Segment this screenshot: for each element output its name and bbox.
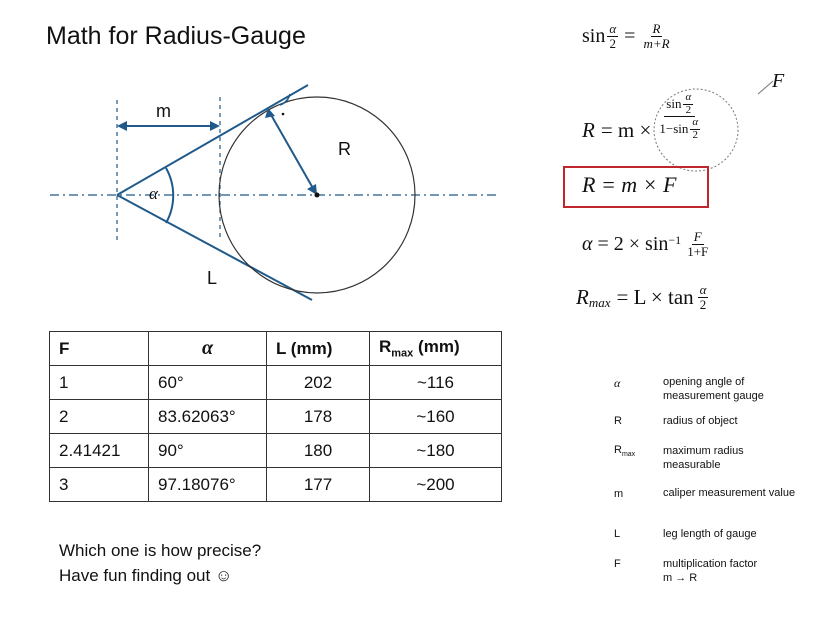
cell-L: 177 — [267, 468, 370, 502]
cell-F: 3 — [50, 468, 149, 502]
f4-den: 1+F — [687, 243, 709, 259]
table-row — [50, 400, 502, 434]
f1-eq: = — [624, 24, 636, 47]
f4-eq: = 2 × sin — [597, 232, 669, 255]
legend-sym-Rmax-R: R — [614, 444, 622, 456]
f1-num: R — [652, 21, 661, 36]
legend-sym-Rmax — [614, 444, 635, 458]
f1-den: m+R — [643, 35, 670, 51]
f1-alpha: α — [609, 21, 617, 36]
formula-R-equals-mF: R = m × F — [582, 172, 677, 197]
cell-F: 1 — [50, 366, 149, 400]
header-Rmax-sub: max — [391, 347, 414, 360]
radius-line — [270, 113, 314, 190]
f5-lhs: R — [576, 284, 589, 309]
label-alpha: α — [149, 184, 158, 203]
header-L: L (mm) — [267, 332, 370, 366]
legend-sym-alpha: α — [614, 376, 621, 390]
cell-Rmax: ~160 — [370, 400, 502, 434]
f2-num-two: 2 — [685, 103, 692, 116]
formula-Rmax — [576, 283, 708, 311]
f2-den-alpha: α — [692, 116, 699, 129]
f4-sup: −1 — [668, 232, 682, 247]
f2-eq: = m × — [600, 117, 652, 142]
legend-sym-L: L — [614, 528, 621, 540]
page-title: Math for Radius-Gauge — [46, 22, 306, 50]
footer-question: Which one is how precise? — [59, 541, 262, 560]
footer-fun: Have fun finding out ☺ — [59, 566, 233, 585]
label-R: R — [338, 139, 351, 159]
header-alpha: α — [149, 332, 267, 366]
formula-sin-half-alpha — [582, 22, 672, 50]
header-Rmax-R: R — [379, 337, 392, 357]
table-row — [50, 468, 502, 502]
legend-sym-F: F — [614, 558, 621, 570]
legend-desc-alpha-1: opening angle of — [663, 376, 745, 388]
label-L: L — [207, 268, 218, 288]
legend-desc-F-1: multiplication factor — [663, 558, 758, 570]
legend-sym-m: m — [614, 488, 624, 500]
cell-Rmax: ~180 — [370, 434, 502, 468]
legend-desc-L: leg length of gauge — [663, 528, 757, 540]
circle-centre-dot — [315, 193, 320, 198]
m-arrow-left — [117, 121, 127, 131]
gauge-leg-upper — [117, 85, 308, 195]
right-angle-dot — [282, 113, 285, 116]
header-Rmax — [370, 332, 502, 366]
formula-R-times-F-expanded — [582, 88, 741, 172]
legend-sym-R: R — [614, 415, 622, 427]
gauge-table — [49, 331, 502, 502]
f4-num: F — [693, 229, 702, 244]
legend-desc-Rmax-1: maximum radius — [663, 445, 744, 457]
cell-L: 180 — [267, 434, 370, 468]
f1-two: 2 — [609, 35, 616, 51]
f5-eq: = L × tan — [616, 284, 694, 309]
legend-desc-F-2: m → R — [663, 572, 698, 584]
legend-desc-F — [663, 557, 757, 585]
f2-den-two: 2 — [692, 128, 699, 141]
f2-F-label: F — [772, 70, 785, 92]
cell-alpha: 90° — [149, 434, 267, 468]
cell-F: 2.41421 — [50, 434, 149, 468]
legend-desc-alpha — [663, 375, 764, 403]
f4-lhs: α — [582, 232, 593, 255]
legend-desc-R: radius of object — [663, 415, 738, 427]
f1-sin: sin — [582, 24, 606, 47]
cell-F: 2 — [50, 400, 149, 434]
header-F: F — [50, 332, 149, 366]
header-Rmax-unit: (mm) — [418, 337, 460, 357]
cell-L: 178 — [267, 400, 370, 434]
legend-sym-Rmax-sub: max — [621, 451, 636, 459]
legend-desc-Rmax — [663, 444, 744, 472]
f5-two: 2 — [699, 296, 707, 312]
f2-num-alpha: α — [685, 91, 692, 103]
table-row — [50, 434, 502, 468]
table-row — [50, 366, 502, 400]
cell-alpha: 60° — [149, 366, 267, 400]
f2-den-pre: 1−sin — [659, 121, 689, 137]
f5-alpha: α — [699, 282, 707, 297]
table-header-row — [50, 332, 502, 366]
f5-sub: max — [588, 295, 611, 311]
f2-lhs: R — [582, 117, 595, 142]
cell-Rmax: ~116 — [370, 366, 502, 400]
legend-desc-Rmax-2: measurable — [663, 459, 721, 471]
label-m: m — [156, 101, 171, 121]
formula-alpha-arcsin — [582, 230, 710, 258]
m-arrow-right — [210, 121, 220, 131]
cell-alpha: 83.62063° — [149, 400, 267, 434]
cell-Rmax: ~200 — [370, 468, 502, 502]
cell-L: 202 — [267, 366, 370, 400]
legend-desc-alpha-2: measurement gauge — [663, 390, 764, 402]
cell-alpha: 97.18076° — [149, 468, 267, 502]
f2-num-sin: sin — [666, 96, 682, 112]
legend-desc-m: caliper measurement value — [663, 487, 796, 499]
